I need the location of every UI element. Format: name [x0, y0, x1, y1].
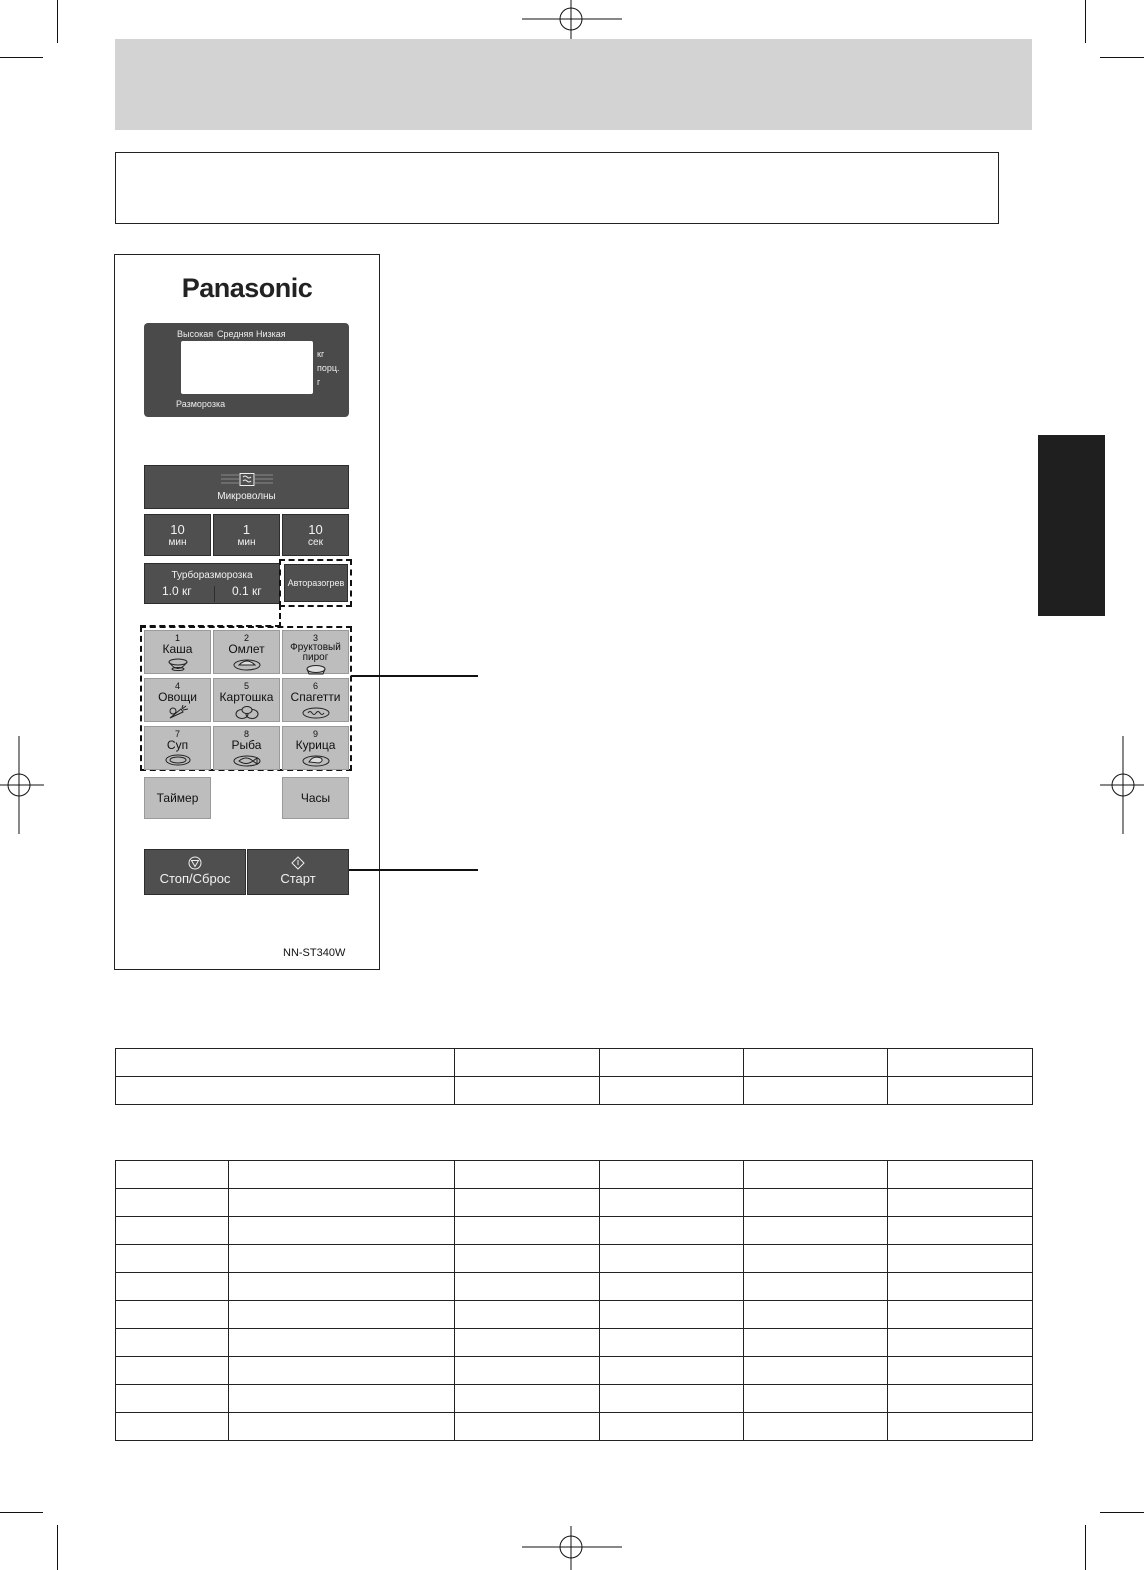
- start-label: Старт: [280, 871, 316, 886]
- fish-icon: [232, 753, 262, 767]
- table-row: [116, 1385, 1033, 1413]
- program-fish-button[interactable]: [213, 726, 280, 770]
- program-spaghetti-button[interactable]: [282, 678, 349, 722]
- timer-label: Таймер: [156, 791, 199, 805]
- callout-leader-start: [349, 869, 478, 871]
- stop-reset-button[interactable]: [144, 849, 246, 895]
- start-icon: [291, 856, 305, 870]
- turbo-defrost-weight-1: 1.0 кг: [162, 584, 192, 598]
- program-name: Каша: [162, 642, 193, 656]
- stop-reset-label: Стоп/Сброс: [159, 871, 231, 886]
- crop-mark: [0, 1512, 43, 1513]
- callout-leader-programs: [351, 675, 478, 677]
- crop-mark: [1100, 1512, 1144, 1513]
- crop-mark: [57, 0, 58, 43]
- weight-table: [115, 1048, 1033, 1105]
- chicken-icon: [301, 753, 331, 767]
- table-row: [116, 1273, 1033, 1301]
- auto-reheat-outline: [279, 559, 352, 607]
- crop-mark: [1085, 1525, 1086, 1570]
- registration-mark-left: [0, 736, 44, 834]
- program-name: Спагетти: [290, 690, 341, 704]
- program-soup-button[interactable]: [144, 726, 211, 770]
- turbo-defrost-weight-2: 0.1 кг: [232, 584, 262, 598]
- program-number: 4: [174, 681, 180, 691]
- program-number: 7: [174, 729, 180, 739]
- header-band: [115, 39, 1032, 130]
- model-number: NN-ST340W: [283, 947, 346, 959]
- registration-mark-right: [1100, 736, 1144, 834]
- brand-logo: Panasonic: [181, 273, 313, 303]
- display-screen: [181, 341, 313, 394]
- turbo-defrost-label: Турборазморозка: [171, 570, 253, 581]
- table-row: [116, 1077, 1033, 1105]
- ten-minutes-button[interactable]: [144, 514, 211, 556]
- one-minute-button[interactable]: [213, 514, 280, 556]
- unit-portion-label: порц.: [317, 363, 340, 373]
- turbo-defrost-button[interactable]: [144, 563, 280, 604]
- stop-icon: [188, 856, 202, 870]
- program-number: 5: [243, 681, 249, 691]
- table-row: [116, 1189, 1033, 1217]
- soup-plate-icon: [163, 753, 193, 767]
- program-porridge-button[interactable]: [144, 630, 211, 674]
- registration-mark-bottom: [522, 1526, 622, 1570]
- defrost-indicator-label: Разморозка: [176, 399, 226, 409]
- table-row: [116, 1161, 1033, 1189]
- ten-seconds-unit: сек: [308, 537, 323, 548]
- start-button[interactable]: [247, 849, 349, 895]
- notice-box: [115, 152, 999, 224]
- language-tab: [1038, 435, 1105, 616]
- microwave-label: Микроволны: [217, 491, 276, 502]
- ten-seconds-value: 10: [308, 522, 323, 537]
- registration-mark-top: [522, 0, 622, 44]
- timer-button[interactable]: [144, 777, 211, 819]
- program-name: Суп: [166, 738, 189, 752]
- program-name: Курица: [295, 738, 336, 752]
- control-panel: [114, 254, 380, 970]
- program-number: 6: [312, 681, 318, 691]
- program-fruit-pie-button[interactable]: [282, 630, 349, 674]
- potato-icon: [234, 705, 260, 720]
- table-row: [116, 1329, 1033, 1357]
- program-chicken-button[interactable]: [282, 726, 349, 770]
- display-window: [144, 323, 349, 417]
- auto-reheat-label: Авторазогрев: [287, 578, 345, 588]
- program-name: Картошка: [219, 690, 274, 704]
- unit-kg-label: кг: [317, 349, 325, 359]
- spaghetti-plate-icon: [301, 705, 331, 719]
- table-row: [116, 1301, 1033, 1329]
- one-minute-unit: мин: [237, 537, 256, 548]
- program-number: 2: [243, 633, 249, 643]
- crop-mark: [57, 1525, 58, 1570]
- outline-connector: [140, 625, 281, 629]
- clock-button[interactable]: [282, 777, 349, 819]
- power-medium-label: Средняя: [217, 329, 254, 339]
- table-row: [116, 1217, 1033, 1245]
- crop-mark: [0, 57, 43, 58]
- power-low-label: Низкая: [256, 329, 286, 339]
- program-name: Рыба: [231, 738, 262, 752]
- microwave-waves-icon: [221, 473, 273, 487]
- program-name: Овощи: [158, 690, 197, 704]
- clock-label: Часы: [300, 791, 331, 805]
- crop-mark: [1100, 57, 1144, 58]
- program-name: Фруктовый пирог: [290, 642, 341, 663]
- program-number: 8: [243, 729, 249, 739]
- power-high-label: Высокая: [177, 329, 214, 339]
- program-number: 3: [312, 633, 318, 643]
- table-row: [116, 1357, 1033, 1385]
- program-number: 9: [312, 729, 318, 739]
- ten-minutes-value: 10: [170, 522, 185, 537]
- ten-seconds-button[interactable]: [282, 514, 349, 556]
- one-minute-value: 1: [242, 522, 251, 537]
- unit-gram-label: г: [317, 377, 321, 387]
- bowl-icon: [165, 657, 191, 671]
- program-omelette-button[interactable]: [213, 630, 280, 674]
- program-table: [115, 1160, 1033, 1441]
- table-row: [116, 1413, 1033, 1441]
- pie-icon: [303, 664, 329, 676]
- program-name: Омлет: [228, 642, 265, 656]
- table-row: [116, 1245, 1033, 1273]
- turbo-defrost-divider: [214, 586, 215, 602]
- ten-minutes-unit: мин: [168, 537, 187, 548]
- omelette-plate-icon: [232, 657, 262, 671]
- program-number: 1: [174, 633, 180, 643]
- program-potato-button[interactable]: [213, 678, 280, 722]
- crop-mark: [1085, 0, 1086, 43]
- carrot-icon: [165, 705, 191, 720]
- program-vegetables-button[interactable]: [144, 678, 211, 722]
- table-row: [116, 1049, 1033, 1077]
- microwave-power-button[interactable]: [144, 465, 349, 509]
